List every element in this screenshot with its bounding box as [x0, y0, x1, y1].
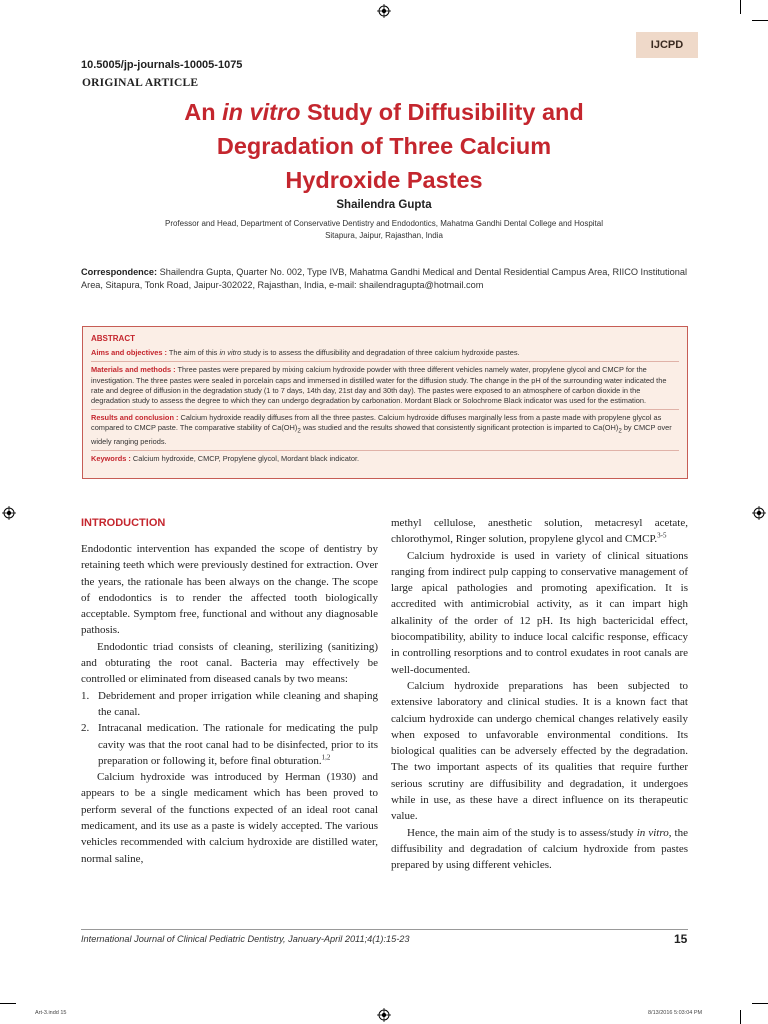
article-title: An in vitro Study of Diffusibility and Degradation of Three Calcium Hydroxide Pastes: [184, 99, 584, 193]
abstract-box: [82, 326, 688, 479]
paragraph: Endodontic triad consists of cleaning, sterilizing (sanitizing) and obturating the root canal. Bacteria may effectively be controlled or eliminated from diseased canals by two means:: [81, 640, 378, 686]
list-item: 2. Intracanal medication. The rationale for medicating the pulp cavity was that the root canal had to be disinfected, prior to its preparation or following it, before final obturation.$^{1,2}$: [81, 722, 378, 767]
trim-mark: [0, 1003, 16, 1004]
footer-rule: [81, 929, 688, 930]
body-column-right: [391, 515, 688, 874]
paragraph: Calcium hydroxide is used in variety of clinical situations ranging from indirect pulp capping to conservative management of large apical pathologies and promoting apexification. It is accredited with antimicrobial activity, as it can impart high alkalinity of the order of 12 pH. Its high bactericidal effect, biocompatibility, ability to induce local calcific response, efficacy in controlling resorptions and to control exudates in root canals are well-documented.: [391, 549, 688, 676]
correspondence: Correspondence: Shailendra Gupta, Quarter No. 002, Type IVB, Mahatma Gandhi Medical and Dental Residential Campus Area, RIICO Institutional Area, Sitapura, Tonk Road, Jaipur-302022, Rajasthan, India, e-mail: shailendragupta@hotmail.com: [81, 267, 687, 290]
paragraph: methyl cellulose, anesthetic solution, metacresyl acetate, chlorothymol, Ringer solution, propylene glycol and CMCP.$^{3-5}$: [391, 517, 688, 546]
article-type: ORIGINAL ARTICLE: [82, 77, 199, 89]
trim-mark: [740, 0, 741, 14]
author-name: Shailendra Gupta: [336, 199, 432, 211]
footer-citation: International Journal of Clinical Pediatric Dentistry, January-April 2011;4(1):15-23: [81, 934, 410, 944]
print-slug-file: Art-3.indd 15: [35, 1010, 67, 1016]
abstract-keywords: Keywords : Calcium hydroxide, CMCP, Propylene glycol, Mordant black indicator.: [91, 454, 360, 464]
trim-mark: [752, 1003, 768, 1004]
registration-mark-bottom: [377, 1008, 391, 1022]
abstract-results: Results and conclusion : Calcium hydroxide readily diffuses from all the three pastes. Calcium hydroxide diffuses marginally less from a paste made with propylene glycol as compared to CMCP paste. The comparative stability of $Ca(OH)_2$ was studied and the results showed that consistently significant protection is imparted to $Ca(OH)_2$ by CMCP over widely ranging periods.: [91, 413, 679, 451]
author-affiliation: Professor and Head, Department of Conservative Dentistry and Endodontics, Mahatma Gandhi Dental College and Hospital Sitapura, Jaipur, Rajasthan, India: [164, 219, 603, 240]
section-heading-introduction: INTRODUCTION: [81, 517, 166, 529]
paragraph: Calcium hydroxide was introduced by Herman (1930) and appears to be a single medicament which has been proved to perform several of the functions expected of an ideal root canal medicament, and its use as a paste is widely accepted. The various vehicles recommended with calcium hydroxide are distilled water, normal saline,: [81, 771, 378, 865]
paragraph: Endodontic intervention has expanded the scope of dentistry by retaining teeth which were previously destined for extraction. Over the years, the rationale has been always on the change. The scope of endodontics is to render the affected tooth biologically acceptable. Symptom free, functional and without any diagnosable pathosis.: [81, 543, 378, 637]
print-slug-timestamp: 8/13/2016 5:03:04 PM: [648, 1010, 703, 1016]
abstract-aims: Aims and objectives : The aim of this in vitro study is to assess the diffusibility and degradation of three calcium hydroxide pastes.: [91, 348, 679, 362]
list-item: 1. Debridement and proper irrigation while cleaning and shaping the canal.: [81, 689, 378, 718]
paragraph: Calcium hydroxide preparations has been subjected to extensive laboratory and clinical studies. It is a known fact that calcium hydroxide can undergo chemical changes relatively easily when exposed to unfavorable environmental conditions. Its biological qualities can be adversely effected by the degradation. The two important aspects of its qualities that require further serious scrutiny are diffusibility and degradation, it undergoes while in use, as these have a direct influence on its therapeutic value.: [391, 679, 688, 823]
abstract-heading: ABSTRACT: [91, 334, 135, 343]
page-number: 15: [674, 932, 688, 946]
paragraph: Hence, the main aim of the study is to assess/study in vitro, the diffusibility and degradation of calcium hydroxide from pastes prepared by using different vehicles.: [391, 826, 688, 872]
registration-mark-right: [752, 506, 766, 520]
doi: 10.5005/jp-journals-10005-1075: [81, 59, 243, 71]
trim-mark: [752, 20, 768, 21]
body-column-left: [81, 541, 378, 867]
trim-mark: [740, 1010, 741, 1024]
abstract-methods: Materials and methods : Three pastes were prepared by mixing calcium hydroxide powder with three different vehicles namely water, propylene glycol and CMCP for the investigation. The three pastes were sealed in porcelain caps and immersed in distilled water for the diffusion study. The change in the pH of the surrounding water indicated the rate and degree of diffusion in the degradation study (1 to 7 days, 14th day, 21st day and 30th day). The pastes were exposed to an atmosphere of carbon dioxide in the degradation study to assess the degree to which they can undergo degradation by carbonation. Mordant Black or Solochrome Black indicator was used for the estimation.: [91, 365, 679, 410]
journal-tab: IJCPD: [636, 32, 698, 58]
registration-mark-top: [377, 4, 391, 18]
registration-mark-left: [2, 506, 16, 520]
